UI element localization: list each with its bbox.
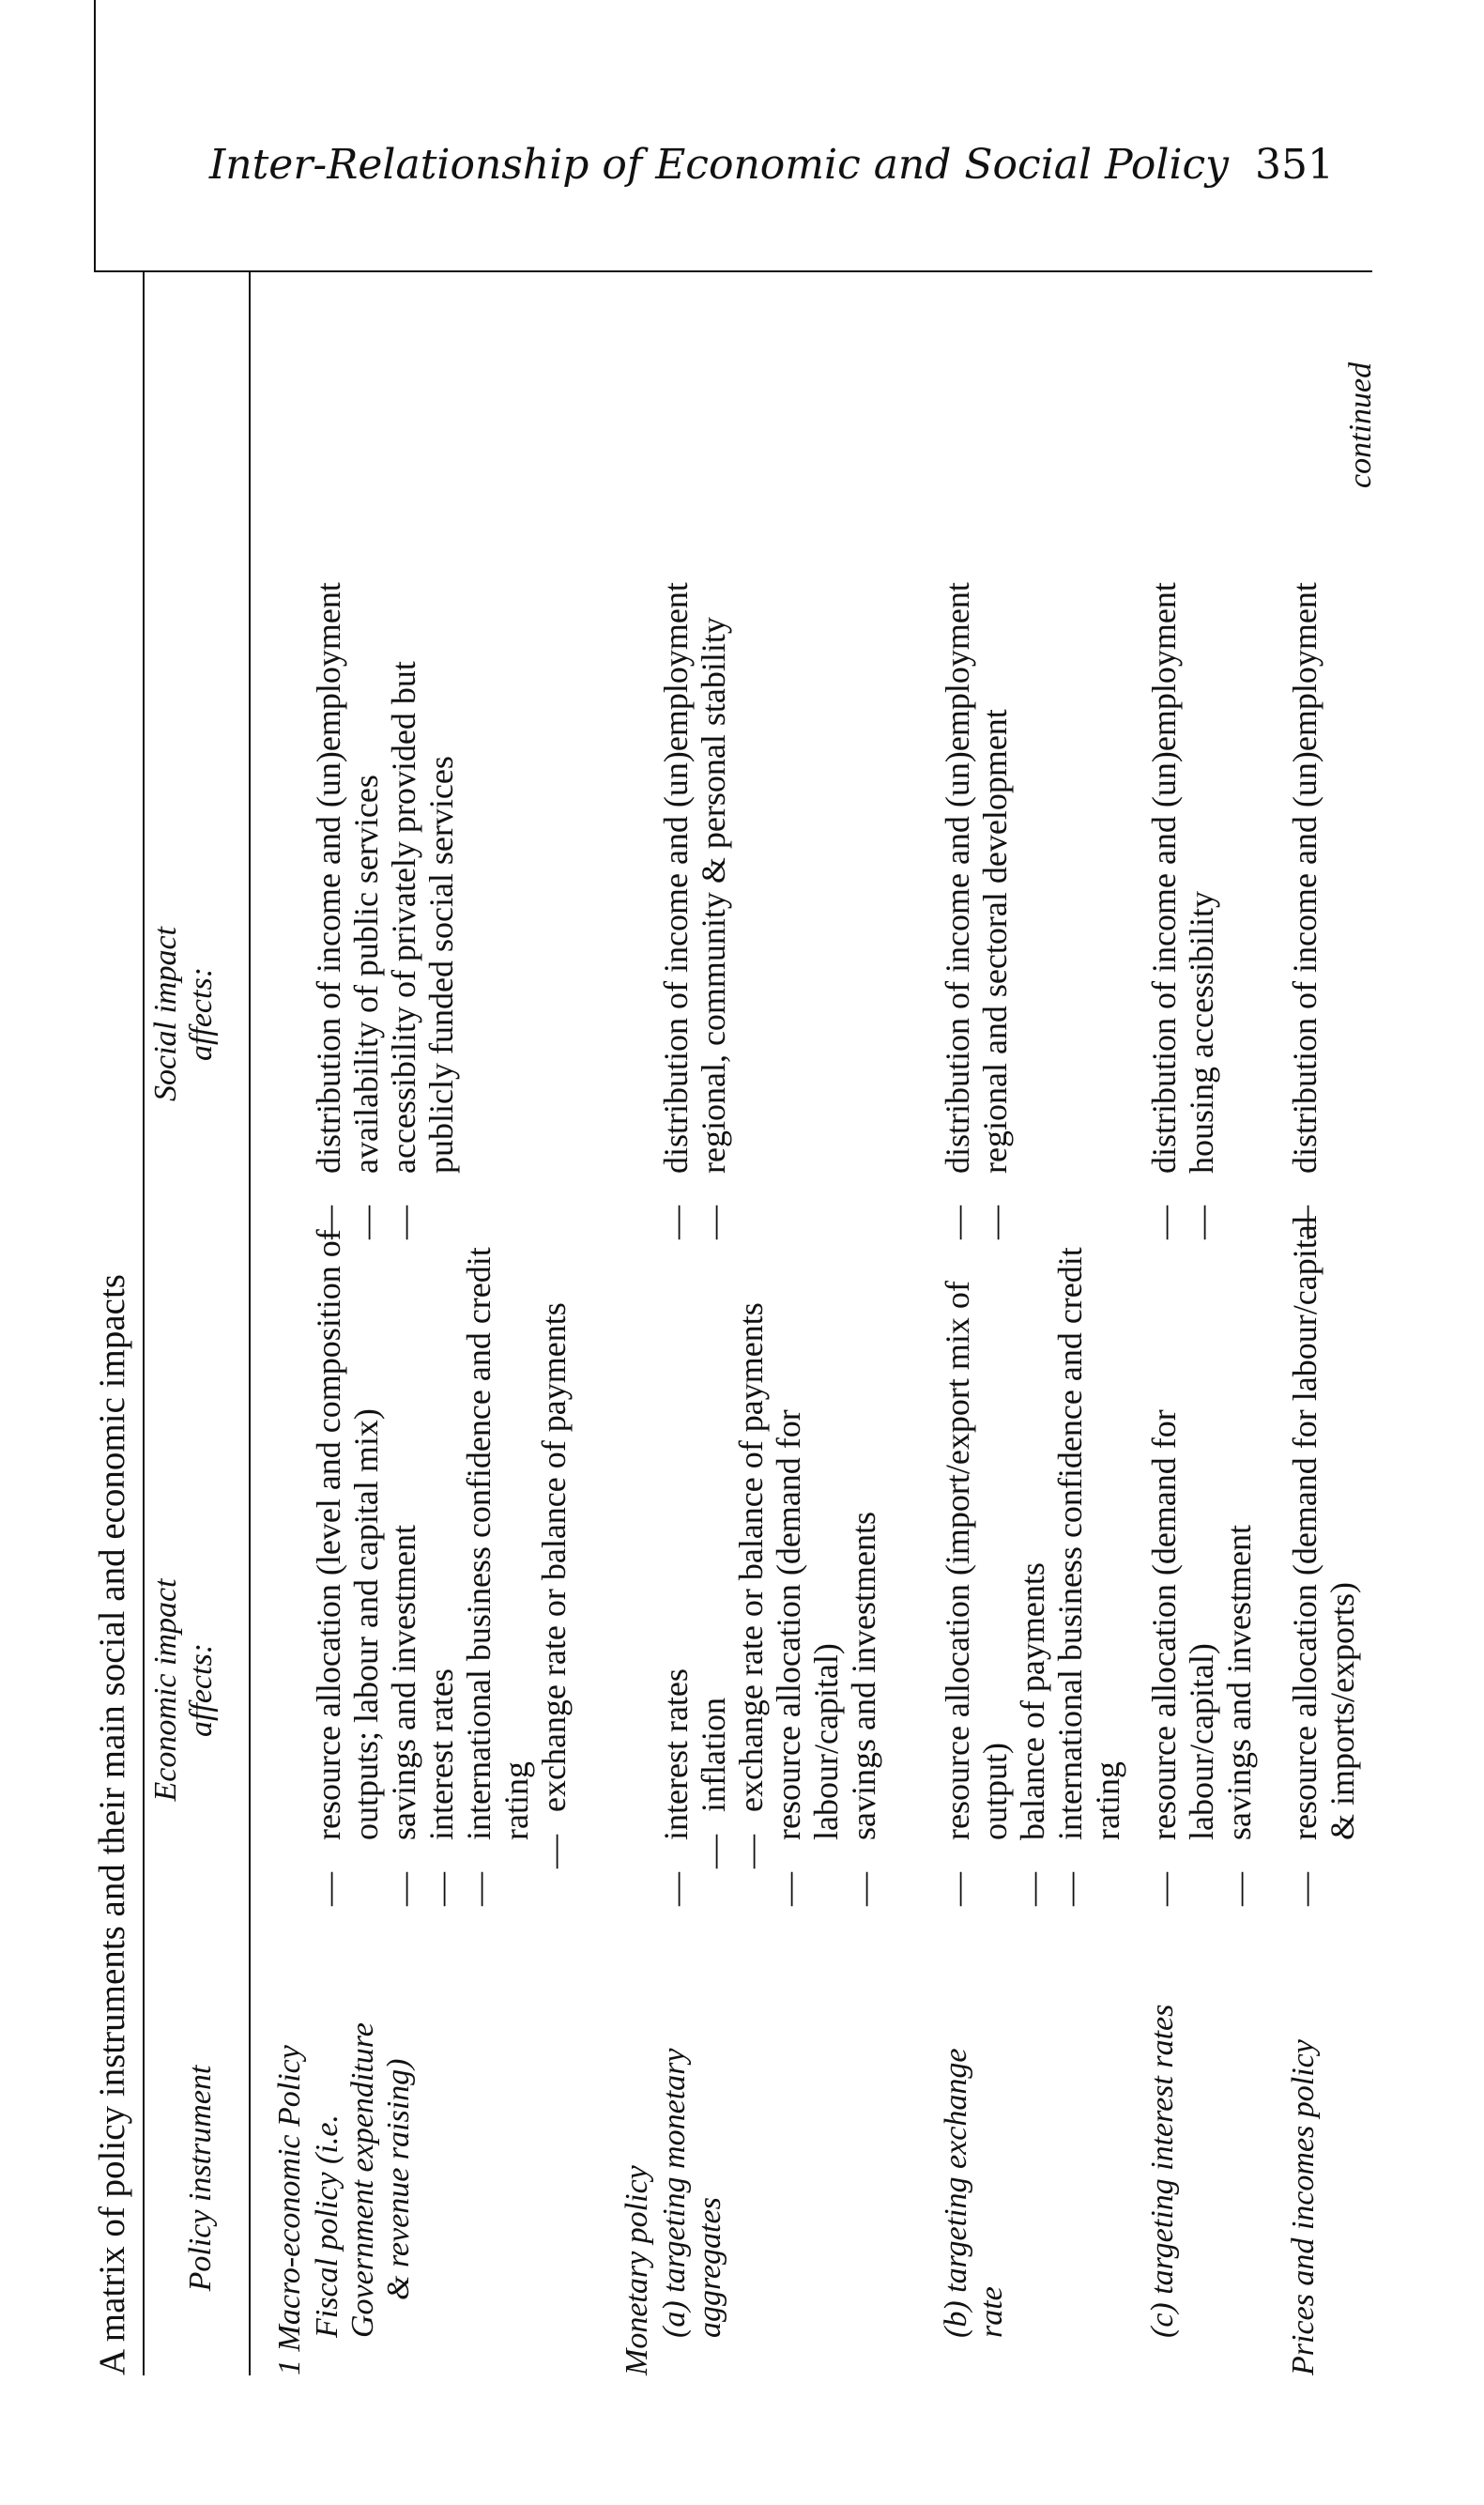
- fiscal-economic-list: [310, 1211, 573, 1925]
- monetary-c-economic-list: [1145, 1211, 1258, 1925]
- list-item: — interest rates: [657, 1211, 695, 1925]
- list-item: — regional and sectoral development: [976, 545, 1014, 1258]
- header-social-line1: Social impact: [148, 926, 183, 1102]
- monetary-title: Monetary policy: [620, 2165, 654, 2375]
- list-item: — resource allocation (demand for labour/capital): [1145, 1211, 1220, 1925]
- header-social-impact: [148, 798, 220, 1230]
- list-item: — availability of public services: [347, 545, 385, 1258]
- list-item: — regional, community & personal stability: [695, 545, 732, 1258]
- header-policy-instrument: Policy instrument: [183, 2065, 218, 2292]
- list-item: — interest rates: [422, 1211, 460, 1925]
- header-economic-impact: [148, 1474, 220, 1906]
- policy-matrix-table: [94, 272, 1389, 2375]
- monetary-c-label-text: (c) targeting interest rates: [1145, 2004, 1180, 2338]
- monetary-b-label-text: (b) targeting exchange rate: [939, 2048, 1009, 2338]
- list-item: — distribution of income and (un)employment: [939, 545, 976, 1258]
- monetary-c-social-list: [1145, 545, 1220, 1258]
- list-item: — distribution of income and (un)employment: [1145, 545, 1183, 1258]
- list-item: — international business confidence and credit rating: [1051, 1211, 1126, 1925]
- prices-social-list: [1286, 545, 1323, 1258]
- fiscal-label-line1: Fiscal policy (i.e. Government expenditure: [310, 2022, 380, 2338]
- monetary-a-social-list: [657, 545, 732, 1258]
- list-item: — balance of payments: [1014, 1211, 1051, 1925]
- table-end-rule: [94, 0, 1372, 272]
- monetary-a-economic-list: [657, 1211, 882, 1925]
- prices-label: Prices and incomes policy: [1286, 2039, 1321, 2375]
- monetary-a-label-text: (a) targeting monetary aggregates: [657, 2048, 727, 2338]
- monetary-b-social-list: [939, 545, 1014, 1258]
- list-item: — savings and investment: [385, 1211, 422, 1925]
- monetary-b-economic-list: [939, 1211, 1126, 1925]
- list-item: — distribution of income and (un)employment: [1286, 545, 1323, 1258]
- table-top-rule: [143, 272, 145, 2375]
- list-item: — accessibility of privately provided but publicly funded social services: [385, 545, 460, 1258]
- list-item: — inflation: [695, 1211, 732, 1925]
- list-item: — savings and investments: [845, 1211, 882, 1925]
- fiscal-social-list: [310, 545, 460, 1258]
- list-item: — resource allocation (level and composition of outputs; labour and capital mix): [310, 1211, 385, 1925]
- list-item: — housing accessibility: [1183, 545, 1220, 1258]
- fiscal-label-line2: & revenue raising): [381, 2058, 416, 2300]
- prices-economic-list: [1286, 1211, 1361, 1925]
- list-item: — exchange rate or balance of payments: [732, 1211, 770, 1925]
- list-item: — distribution of income and (un)employment: [310, 545, 347, 1258]
- table-caption: A matrix of policy instruments and their main social and economic impacts: [92, 1274, 132, 2375]
- monetary-a-label: [657, 2000, 728, 2375]
- list-item: — international business confidence and credit rating: [460, 1211, 535, 1925]
- table-header-rule: [249, 272, 251, 2375]
- running-head-title: Inter-Relationship of Economic and Social Policy: [208, 141, 1230, 189]
- list-item: — resource allocation (import/export mix of output): [939, 1211, 1014, 1925]
- header-economic-line1: Economic impact: [148, 1578, 183, 1802]
- header-economic-line2: affects:: [184, 1642, 219, 1738]
- section-macro-economic: 1 Macro-economic Policy: [272, 2045, 307, 2375]
- list-item: — distribution of income and (un)employment: [657, 545, 695, 1258]
- list-item: — savings and investment: [1220, 1211, 1258, 1925]
- monetary-b-label: [939, 2000, 1010, 2375]
- list-item: — exchange rate or balance of payments: [535, 1211, 573, 1925]
- continued-note: continued: [1343, 361, 1378, 488]
- fiscal-label: [310, 2000, 417, 2375]
- page-number: 351: [1255, 141, 1334, 189]
- list-item: — resource allocation (demand for labour/capital & imports/exports): [1286, 1211, 1361, 1925]
- monetary-c-label: [1145, 2000, 1181, 2375]
- header-social-line2: affects:: [184, 966, 219, 1062]
- list-item: — resource allocation (demand for labour/capital): [770, 1211, 845, 1925]
